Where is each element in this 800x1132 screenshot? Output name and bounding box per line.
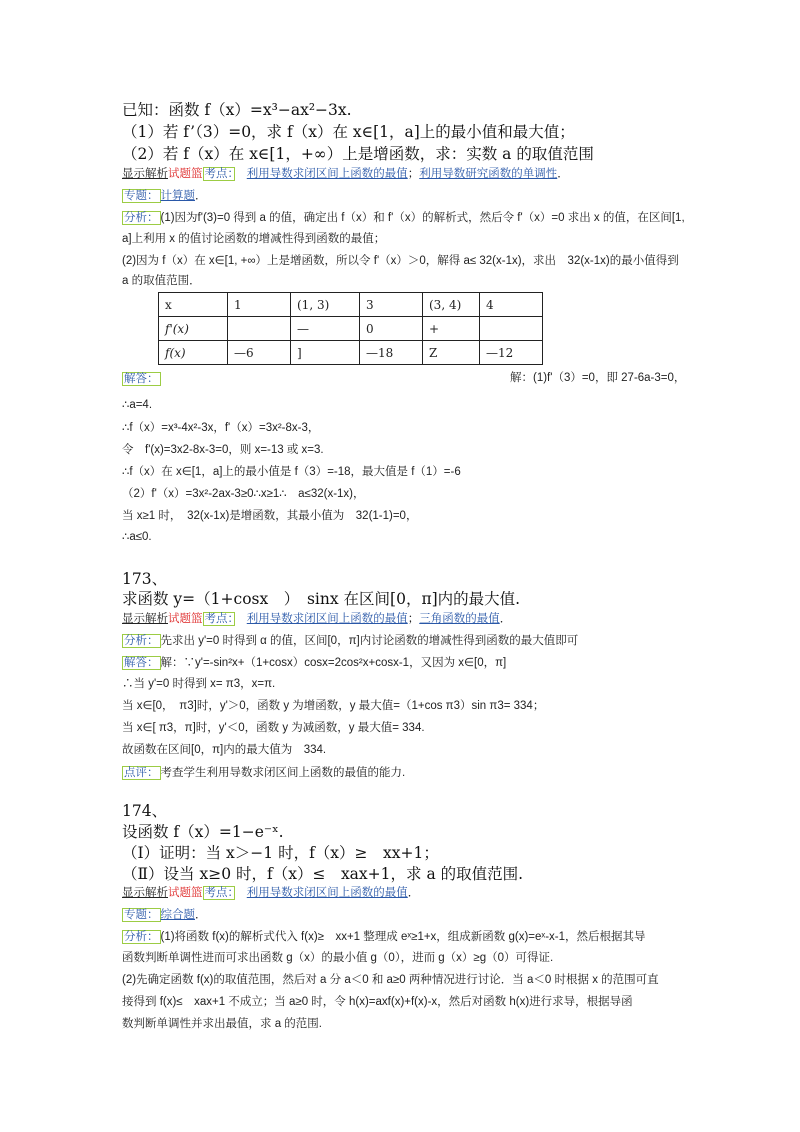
- q172-meta-row: 显示解析试题篮 考点： 利用导数求闭区间上函数的最值；利用导数研究函数的单调性．: [122, 168, 569, 180]
- fenxi-text: (1)将函数 f(x)的解析式代入 f(x)≥ xx+1 整理成 eˣ≥1+x，组成新函数 g(x)=eˣ-x-1，然后根据其导: [160, 931, 646, 943]
- q172-stem: 已知：函数 f（x）=x³−ax²−3x.: [122, 101, 352, 119]
- fenxi-text: (2)先确定函数 f(x)的取值范围，然后对 a 分 a＜0 和 a≥0 两种情况进行讨论．当 a＜0 时根据 x 的范围可直: [122, 974, 659, 986]
- zhuanti-link[interactable]: 计算题: [160, 190, 195, 202]
- q172-part1: （1）若 f’（3）=0，求 f（x）在 x∈[1，a]上的最小值和最大值；: [122, 123, 575, 141]
- kaodian-link[interactable]: 三角函数的最值: [419, 613, 500, 625]
- kaodian-link[interactable]: 利用导数研究函数的单调性: [419, 168, 558, 180]
- table-cell: [480, 317, 543, 341]
- show-analysis-link[interactable]: 显示解析: [122, 887, 168, 899]
- table-cell: ]: [291, 341, 360, 365]
- q173-dianping-row: [122, 763, 405, 781]
- fenxi-text: 接得到 f(x)≤ xax+1 不成立；当 a≥0 时，令 h(x)=axf(x)+f(x)-x，然后对函数 h(x)进行求导，根据导函: [122, 996, 633, 1008]
- basket-link[interactable]: 试题篮: [168, 168, 203, 180]
- q173-number: 173、: [122, 570, 168, 588]
- table-cell: +: [423, 317, 480, 341]
- table-cell: —18: [360, 341, 423, 365]
- table-cell: (1, 3): [291, 293, 360, 317]
- table-cell: 3: [360, 293, 423, 317]
- fenxi-text: 函数判断单调性进而可求出函数 g（x）的最小值 g（0），进而 g（x）≥g（0）可得证.: [122, 952, 554, 964]
- table-cell: —12: [480, 341, 543, 365]
- jieda-tag: 解答：: [124, 657, 159, 669]
- q173-jieda-row: [122, 653, 506, 671]
- q174-zhuanti-row: 专题： 综合题．: [124, 909, 207, 921]
- basket-link[interactable]: 试题篮: [168, 887, 203, 899]
- kaodian-link[interactable]: 利用导数求闭区间上函数的最值: [246, 168, 408, 180]
- dianping-tag: 点评：: [124, 767, 159, 779]
- jieda-text: ∴a≤0.: [122, 531, 152, 543]
- zhuanti-link[interactable]: 综合题: [160, 909, 195, 921]
- q172-zhuanti-row: 专题： 计算题．: [124, 190, 207, 202]
- table-cell: —6: [228, 341, 291, 365]
- table-cell: f(x): [159, 341, 228, 365]
- q174-part1: （Ⅰ）证明：当 x＞−1 时，f（x）≥ xx+1；: [122, 844, 439, 862]
- fenxi-tag: 分析：: [124, 635, 159, 647]
- fenxi-text: (2)因为 f（x）在 x∈[1, +∞）上是增函数，所以令 f'（x）＞0，解得 a≤ 32(x-1x)，求出 32(x-1x)的最小值得到: [122, 255, 679, 267]
- table-cell: —: [291, 317, 360, 341]
- table-cell: 0: [360, 317, 423, 341]
- kaodian-tag: 考点：: [204, 168, 234, 180]
- table-row: [159, 341, 543, 365]
- table-cell: f'(x): [159, 317, 228, 341]
- jieda-text: ∴a=4.: [122, 399, 153, 411]
- kaodian-link[interactable]: 利用导数求闭区间上函数的最值: [246, 887, 408, 899]
- q172-part2: （2）若 f（x）在 x∈[1，+∞）上是增函数，求：实数 a 的取值范围: [122, 145, 594, 163]
- kaodian-tag: 考点：: [204, 887, 234, 899]
- table-row: [159, 317, 543, 341]
- fenxi-text: 先求出 y'=0 时得到 α 的值，区间[0，π]内讨论函数的增减性得到函数的最大值即可: [160, 635, 579, 647]
- zhuanti-tag: 专题：: [124, 190, 159, 202]
- fenxi-text: 数判断单调性并求出最值，求 a 的范围.: [122, 1018, 322, 1030]
- kaodian-link[interactable]: 利用导数求闭区间上函数的最值: [246, 613, 408, 625]
- basket-link[interactable]: 试题篮: [168, 613, 203, 625]
- zhuanti-tag: 专题：: [124, 909, 159, 921]
- jieda-text: 解：(1)f'（3）=0，即 27-6a-3=0，: [510, 372, 686, 384]
- q174-part2: （Ⅱ）设当 x≥0 时，f（x）≤ xax+1，求 a 的取值范围.: [122, 865, 524, 883]
- q172-jieda-row: [122, 369, 161, 387]
- jieda-text: （2）f'（x）=3x²-2ax-3≥0∴x≥1∴ a≤32(x-1x)，: [122, 488, 365, 500]
- dianping-text: 考查学生利用导数求闭区间上函数的最值的能力.: [160, 767, 406, 779]
- fenxi-tag: 分析：: [124, 212, 159, 224]
- jieda-text: ∴f（x）=x³-4x²-3x，f'（x）=3x²-8x-3，: [122, 422, 320, 434]
- q173-fenxi-row: [122, 631, 578, 649]
- table-cell: 1: [228, 293, 291, 317]
- table-row: [159, 293, 543, 317]
- jieda-text: 解：∵y'=-sin²x+（1+cosx）cosx=2cos²x+cosx-1，又因为 x∈[0，π]: [160, 657, 507, 669]
- q174-number: 174、: [122, 802, 168, 820]
- fenxi-tag: 分析：: [124, 931, 159, 943]
- q174-fenxi-row: [122, 927, 646, 945]
- sign-table: [158, 292, 543, 365]
- jieda-text: ∴f（x）在 x∈[1，a]上的最小值是 f（3）=-18，最大值是 f（1）=-6: [122, 466, 461, 478]
- fenxi-text: (1)因为f'(3)=0 得到 a 的值，确定出 f（x）和 f'（x）的解析式，然后令 f'（x）=0 求出 x 的值，在区间[1,: [160, 212, 685, 224]
- jieda-text: 当 x∈[ π3，π]时，y'＜0，函数 y 为减函数，y 最大值= 334.: [122, 722, 425, 734]
- show-analysis-link[interactable]: 显示解析: [122, 168, 168, 180]
- kaodian-tag: 考点：: [204, 613, 234, 625]
- table-cell: Z: [423, 341, 480, 365]
- jieda-text: 当 x≥1 时， 32(x-1x)是增函数，其最小值为 32(1-1)=0，: [122, 510, 418, 522]
- fenxi-text: a]上利用 x 的值讨论函数的增减性得到函数的最值；: [122, 233, 386, 245]
- q173-meta-row: 显示解析试题篮 考点： 利用导数求闭区间上函数的最值；三角函数的最值．: [122, 613, 512, 625]
- table-cell: x: [159, 293, 228, 317]
- jieda-tag: 解答：: [124, 373, 159, 385]
- jieda-text: 故函数在区间[0，π]内的最大值为 334.: [122, 744, 327, 756]
- fenxi-text: a 的取值范围．: [122, 275, 201, 287]
- table-cell: [228, 317, 291, 341]
- jieda-text: ∴当 y'=0 时得到 x= π3，x=π.: [122, 678, 276, 690]
- q174-meta-row: 显示解析试题篮 考点： 利用导数求闭区间上函数的最值．: [122, 887, 420, 899]
- jieda-text: 当 x∈[0， π3]时，y'＞0，函数 y 为增函数，y 最大值=（1+cos π3）sin π3= 334；: [122, 700, 545, 712]
- q172-fenxi-row: [122, 208, 685, 226]
- table-cell: 4: [480, 293, 543, 317]
- show-analysis-link[interactable]: 显示解析: [122, 613, 168, 625]
- table-cell: (3, 4): [423, 293, 480, 317]
- jieda-text: 令 f'(x)=3x2-8x-3=0，则 x=-13 或 x=3.: [122, 444, 324, 456]
- q174-stem: 设函数 f（x）=1−e⁻ˣ.: [122, 823, 284, 841]
- q173-stem: 求函数 y=（1+cosx ） sinx 在区间[0，π]内的最大值.: [122, 590, 521, 608]
